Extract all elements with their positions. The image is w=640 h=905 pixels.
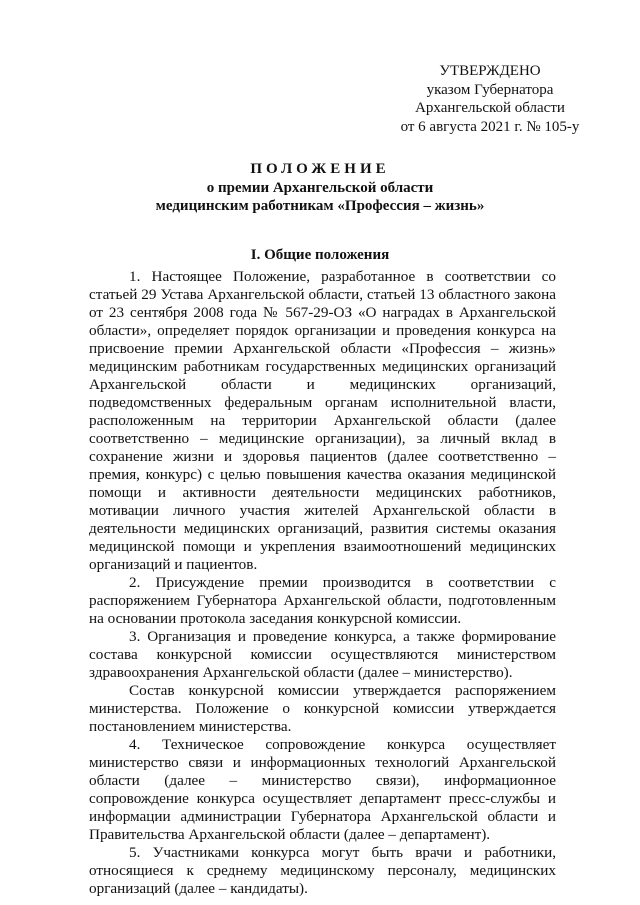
paragraph-1: 1. Настоящее Положение, разработанное в соответствии со статьей 29 Устава Архангельской области, статьей 13 областного закона от 23 сентября 2008 года № 567-29-ОЗ «О наградах в Архангельской области», определяет порядок организации и проведения конкурса на присвоение премии Архангельской области «Профессия – жизнь» медицинским работникам государственных медицинских организаций Архангельской области и медицинских организаций, подведомственных федеральным органам исполнительной власти, расположенным на территории Архангельской области (далее соответственно – медицинские организации), за личный вклад в сохранение жизни и здоровья пациентов (далее соответственно – премия, конкурс) с целью повышения качества оказания медицинской помощи и активности деятельности медицинских работников, мотивации личного участия жителей Архангельской области в деятельности медицинских организаций, развития системы оказания медицинской помощи и укрепления взаимоотношений медицинских организаций и пациентов. [89, 268, 556, 573]
paragraph-3-cont: Состав конкурсной комиссии утверждается распоряжением министерства. Положение о конкурсной комиссии утверждается постановлением министерства. [89, 682, 556, 735]
paragraph-3: 3. Организация и проведение конкурса, а также формирование состава конкурсной комиссии осуществляются министерством здравоохранения Архангельской области (далее – министерство). [89, 628, 556, 681]
section-heading: I. Общие положения [250, 247, 390, 263]
approval-line-1: УТВЕРЖДЕНО [439, 63, 541, 79]
title-main: ПОЛОЖЕНИЕ [250, 161, 390, 177]
paragraph-2: 2. Присуждение премии производится в соответствии с распоряжением Губернатора Архангельской области, подготовленным на основании протокола заседания конкурсной комиссии. [89, 574, 556, 627]
approval-line-2: указом Губернатора [426, 81, 554, 98]
approval-line-4: от 6 августа 2021 г. № 105-у [400, 118, 580, 135]
paragraph-4: 4. Техническое сопровождение конкурса осуществляет министерство связи и информационных технологий Архангельской области (далее – министерство связи), информационное сопровождение конкурса осуществляет департамент пресс-службы и информации администрации Губернатора Архангельской области и Правительства Архангельской области (далее – департамент). [89, 736, 556, 843]
section-body [89, 268, 556, 898]
approval-line-3: Архангельской области [415, 100, 565, 116]
title-subtitle-1: о премии Архангельской области [206, 179, 434, 196]
title-subtitle-2: медицинским работникам «Профессия – жизнь» [155, 198, 485, 214]
paragraph-5: 5. Участниками конкурса могут быть врачи и работники, относящиеся к среднему медицинскому персоналу, медицинских организаций (далее – кандидаты). [89, 844, 556, 897]
document-title [60, 160, 580, 216]
approval-stamp [380, 62, 600, 136]
